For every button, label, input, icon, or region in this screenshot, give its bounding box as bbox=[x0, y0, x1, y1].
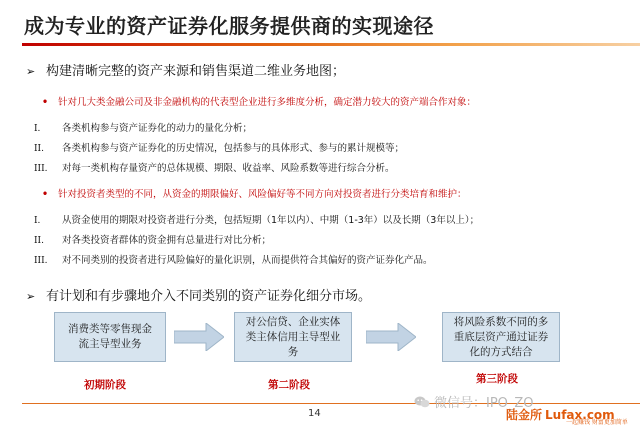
group-b-item-1 bbox=[34, 212, 479, 226]
group-b-item-3 bbox=[34, 252, 433, 266]
logo-chinese-name: 陆金所 bbox=[506, 408, 543, 422]
section-heading-2-text: 有计划和有步骤地介入不同类别的资产证券化细分市场。 bbox=[46, 289, 372, 304]
item-text: 从资金使用的期限对投资者进行分类，包括短期（1年以内）、中期（1-3年）以及长期（3年以上）； bbox=[62, 215, 480, 226]
logo-tagline: 一起赚钱 财富更加简单 bbox=[566, 419, 628, 426]
logo-english-name: Lufax.com bbox=[545, 407, 615, 422]
dot-bullet-icon: • bbox=[42, 97, 49, 108]
arrow-bullet-icon: ➢ bbox=[26, 290, 36, 303]
section-heading-1 bbox=[26, 60, 345, 79]
item-number: II. bbox=[34, 236, 44, 246]
item-text: 对不同类别的投资者进行风险偏好的量化识别，从而提供符合其偏好的资产证券化产品。 bbox=[62, 255, 433, 266]
item-number: I. bbox=[34, 216, 41, 226]
right-arrow-icon bbox=[174, 323, 224, 351]
slide-title: 成为专业的资产证券化服务提供商的实现途径 bbox=[24, 14, 434, 38]
section-heading-2 bbox=[26, 285, 371, 304]
group-a-item-1 bbox=[34, 120, 252, 134]
wechat-icon bbox=[414, 396, 430, 408]
footer-divider bbox=[22, 403, 640, 404]
flow-box-2: 对公信贷、企业实体类主体信用主导型业务 bbox=[234, 312, 352, 362]
group-a-item-3 bbox=[34, 160, 395, 174]
item-number: II. bbox=[34, 144, 44, 154]
arrow-bullet-icon: ➢ bbox=[26, 65, 36, 78]
page-number: 14 bbox=[308, 408, 321, 419]
group-a-intro bbox=[42, 94, 476, 108]
dot-bullet-icon: • bbox=[42, 189, 49, 200]
group-a-intro-text: 针对几大类金融公司及非金融机构的代表型企业进行多维度分析，确定潜力较大的资产端合作对象： bbox=[58, 97, 477, 108]
group-b-intro-text: 针对投资者类型的不同，从资金的期限偏好、风险偏好等不同方向对投资者进行分类培育和维护： bbox=[58, 189, 467, 200]
item-text: 对各类投资者群体的资金拥有总量进行对比分析； bbox=[62, 235, 272, 246]
stage-label-3: 第三阶段 bbox=[476, 373, 518, 385]
item-number: I. bbox=[34, 124, 41, 134]
item-text: 各类机构参与资产证券化的动力的量化分析； bbox=[62, 123, 253, 134]
item-number: III. bbox=[34, 256, 48, 266]
group-b-item-2 bbox=[34, 232, 271, 246]
title-underline bbox=[22, 43, 640, 46]
group-b-intro bbox=[42, 186, 467, 200]
right-arrow-icon bbox=[366, 323, 416, 351]
watermark-text: 微信号：IPO_ZO bbox=[434, 396, 534, 411]
group-a-item-2 bbox=[34, 140, 404, 154]
section-heading-1-text: 构建清晰完整的资产来源和销售渠道二维业务地图； bbox=[46, 64, 346, 79]
item-text: 各类机构参与资产证券化的历史情况，包括参与的具体形式、参与的累计规模等； bbox=[62, 143, 405, 154]
flow-box-3: 将风险系数不同的多重底层资产通过证券化的方式结合 bbox=[442, 312, 560, 362]
flow-box-1: 消费类等零售现金流主导型业务 bbox=[54, 312, 166, 362]
item-number: III. bbox=[34, 164, 48, 174]
stage-label-2: 第二阶段 bbox=[268, 379, 310, 391]
item-text: 对每一类机构存量资产的总体规模、期限、收益率、风险系数等进行综合分析。 bbox=[62, 163, 395, 174]
stage-label-1: 初期阶段 bbox=[84, 379, 126, 391]
